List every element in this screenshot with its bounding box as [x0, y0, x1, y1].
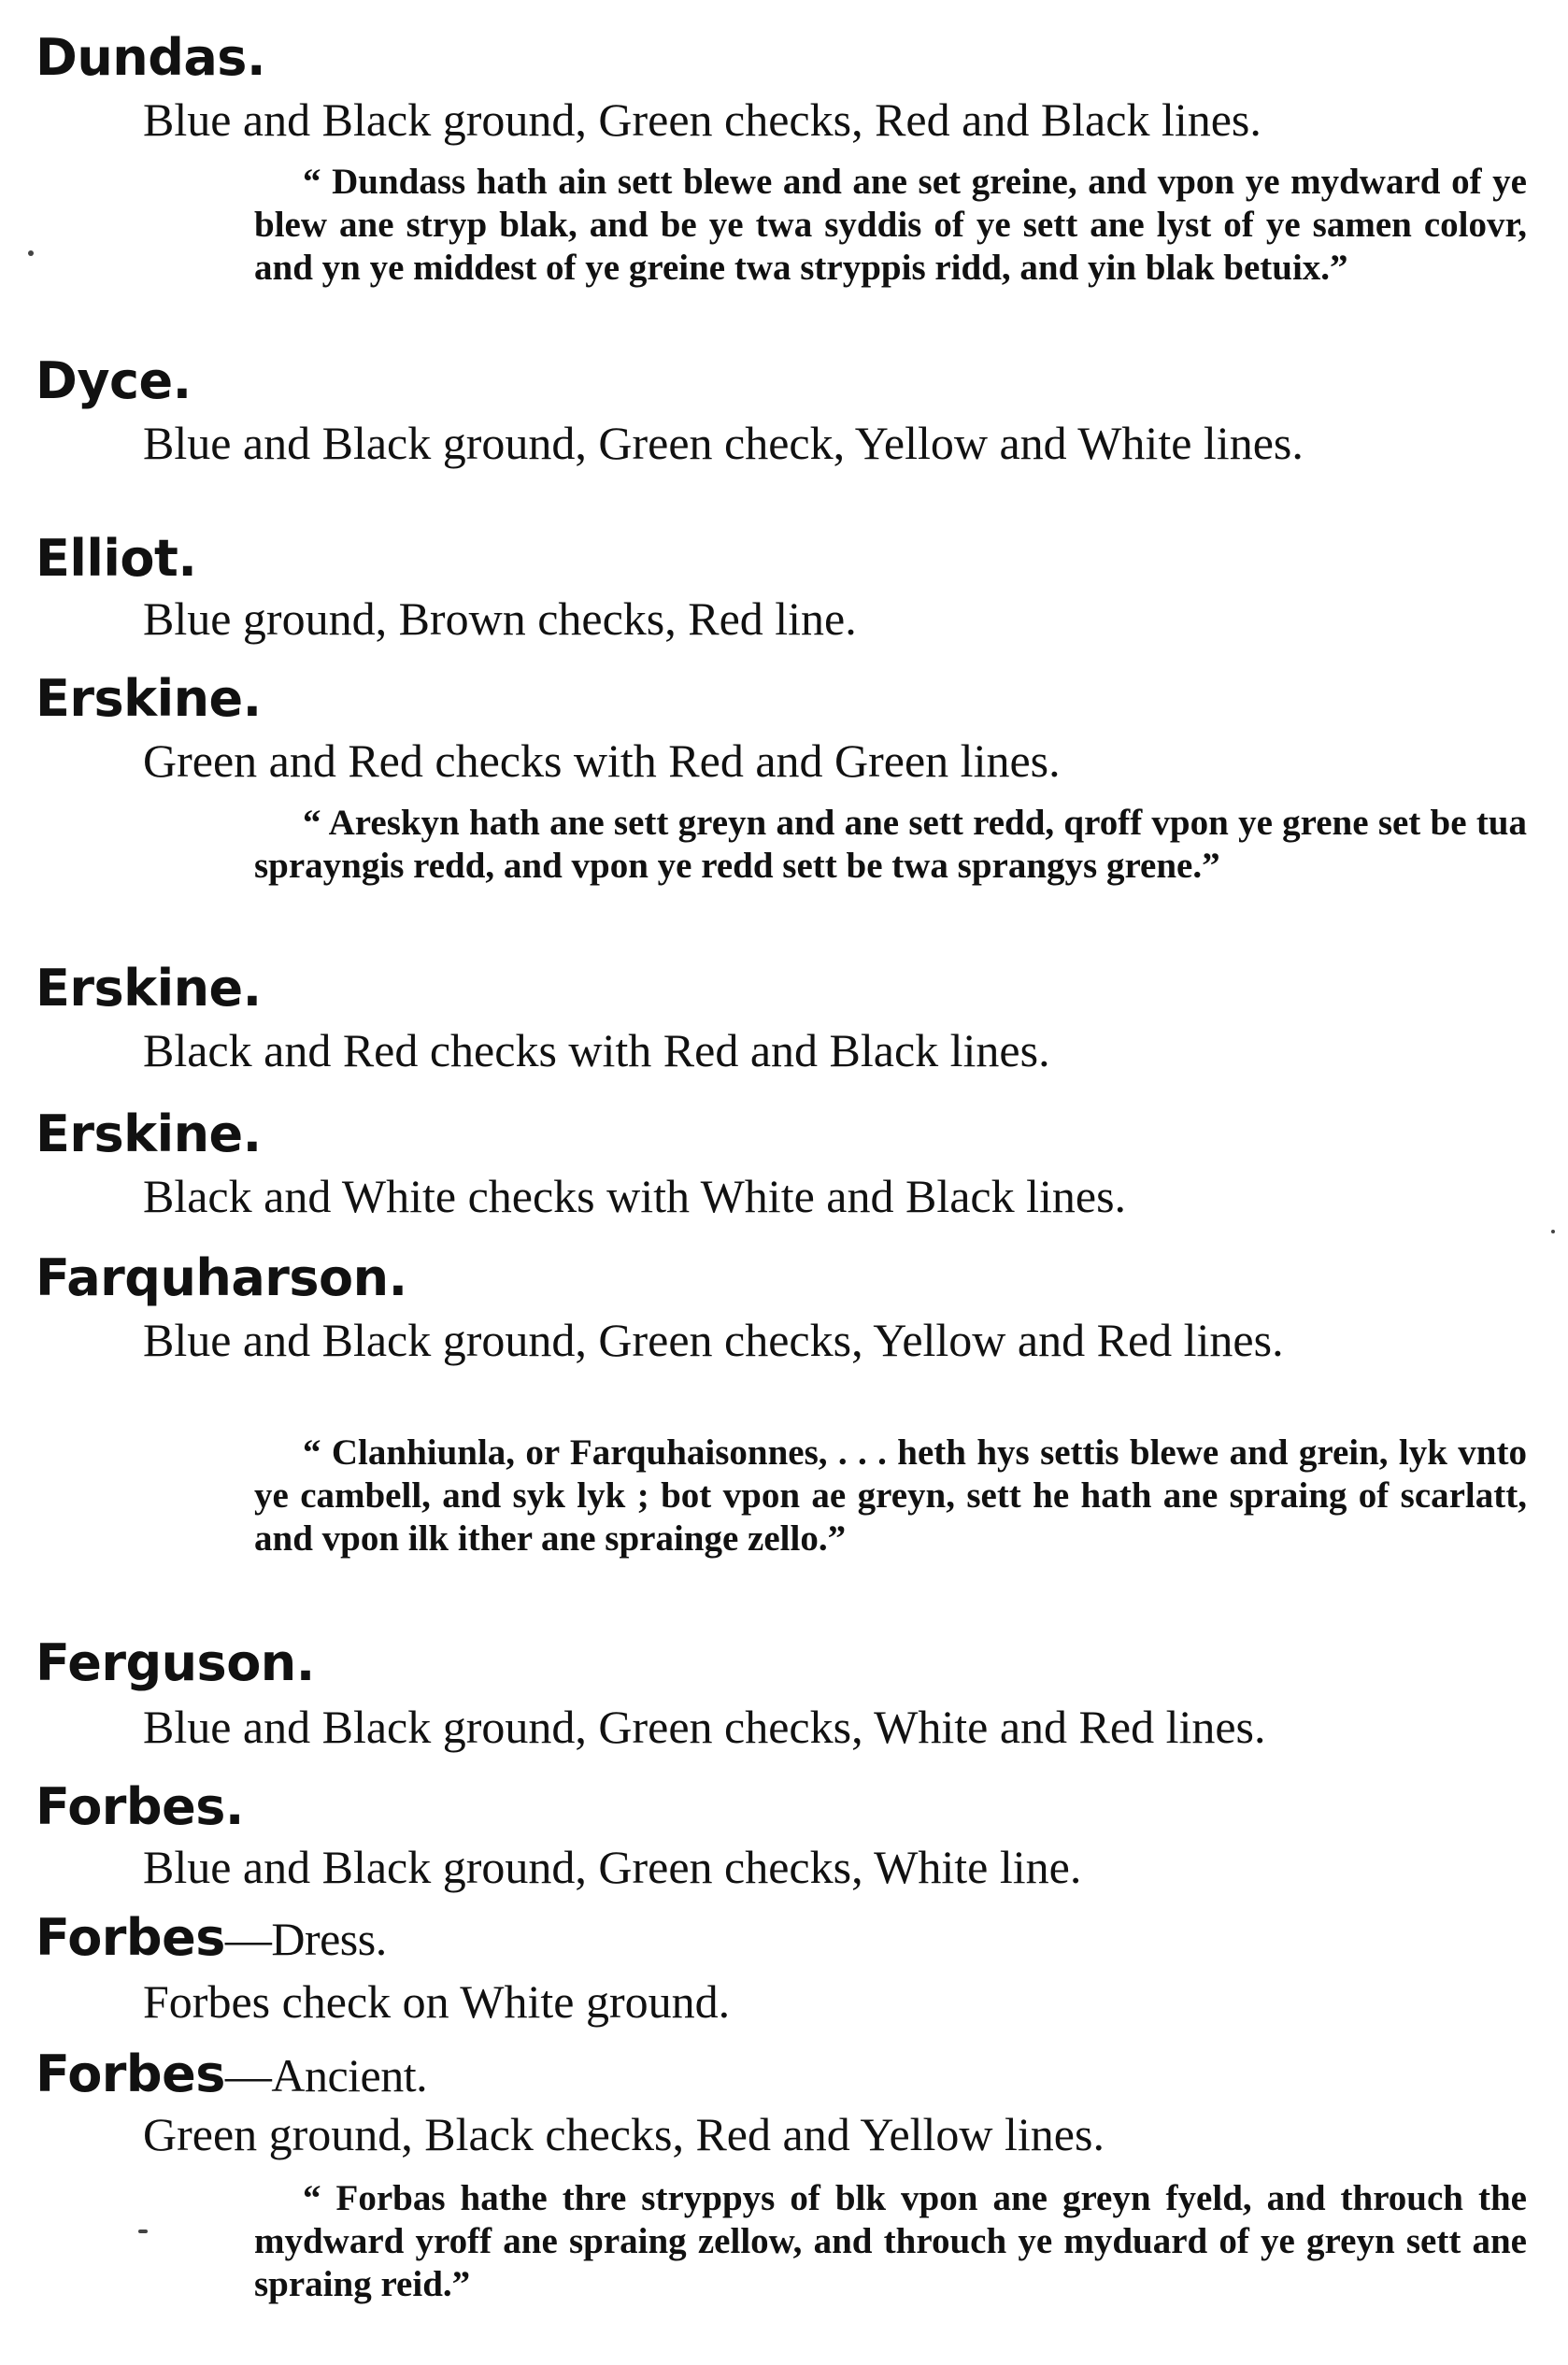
- tartan-description-forbes-ancient: Green ground, Black checks, Red and Yellow lines.: [143, 2108, 1105, 2160]
- clan-name-forbes-ancient-subtitle: —Ancient.: [224, 2049, 428, 2101]
- clan-name-forbes-ancient-main: Forbes: [36, 2044, 225, 2103]
- clan-name-farquharson: Farquharson.: [36, 1248, 407, 1307]
- tartan-description-dyce: Blue and Black ground, Green check, Yellow and White lines.: [143, 417, 1304, 469]
- print-speck: [1551, 1230, 1555, 1233]
- clan-name-forbes-dress: [36, 1910, 387, 1967]
- clan-name-elliot: Elliot.: [36, 529, 197, 588]
- print-speck: [138, 2230, 148, 2233]
- print-speck: [28, 250, 34, 256]
- historical-quote-forbes: “ Forbas hathe thre stryppys of blk vpon ane greyn fyeld, and throuch the mydward yroff ane spraing zellow, and throuch ye myduard of ye greyn sett ane spraing reid.”: [254, 2178, 1527, 2304]
- tartan-description-forbes-dress: Forbes check on White ground.: [143, 1975, 731, 2028]
- clan-name-forbes: Forbes.: [36, 1777, 244, 1836]
- tartan-description-elliot: Blue ground, Brown checks, Red line.: [143, 592, 857, 645]
- tartan-description-farquharson: Blue and Black ground, Green checks, Yellow and Red lines.: [143, 1314, 1284, 1366]
- clan-name-dundas: Dundas.: [36, 28, 265, 87]
- tartan-description-erskine-2: Black and Red checks with Red and Black lines.: [143, 1024, 1050, 1076]
- clan-name-forbes-ancient: [36, 2046, 427, 2103]
- tartan-description-erskine-1: Green and Red checks with Red and Green lines.: [143, 734, 1061, 787]
- clan-name-dyce: Dyce.: [36, 351, 192, 410]
- clan-name-ferguson: Ferguson.: [36, 1633, 315, 1692]
- clan-name-erskine-2: Erskine.: [36, 959, 262, 1018]
- clan-name-erskine-3: Erskine.: [36, 1104, 262, 1163]
- tartan-description-forbes: Blue and Black ground, Green checks, White line.: [143, 1841, 1082, 1893]
- tartan-description-erskine-3: Black and White checks with White and Black lines.: [143, 1170, 1127, 1222]
- historical-quote-dundas: “ Dundass hath ain sett blewe and ane set greine, and vpon ye mydward of ye blew ane stryp blak, and be ye twa syddis of ye sett ane lyst of ye samen colovr, and yn ye middest of ye greine twa stryppis ridd, and yin blak betuix.”: [254, 162, 1527, 288]
- historical-quote-farquharson: “ Clanhiunla, or Farquhaisonnes, . . . heth hys settis blewe and grein, lyk vnto ye cambell, and syk lyk ; bot vpon ae greyn, sett he hath ane spraing of scarlatt, and vpon ilk ither ane sprainge zello.”: [254, 1432, 1527, 1559]
- clan-name-erskine-1: Erskine.: [36, 669, 262, 728]
- clan-name-forbes-dress-main: Forbes: [36, 1908, 225, 1967]
- tartan-description-dundas: Blue and Black ground, Green checks, Red and Black lines.: [143, 93, 1262, 146]
- historical-quote-erskine: “ Areskyn hath ane sett greyn and ane sett redd, qroff vpon ye grene set be tua sprayngis redd, and vpon ye redd sett be twa sprangys grene.”: [254, 803, 1527, 886]
- tartan-description-ferguson: Blue and Black ground, Green checks, White and Red lines.: [143, 1701, 1266, 1753]
- clan-name-forbes-dress-subtitle: —Dress.: [224, 1913, 387, 1965]
